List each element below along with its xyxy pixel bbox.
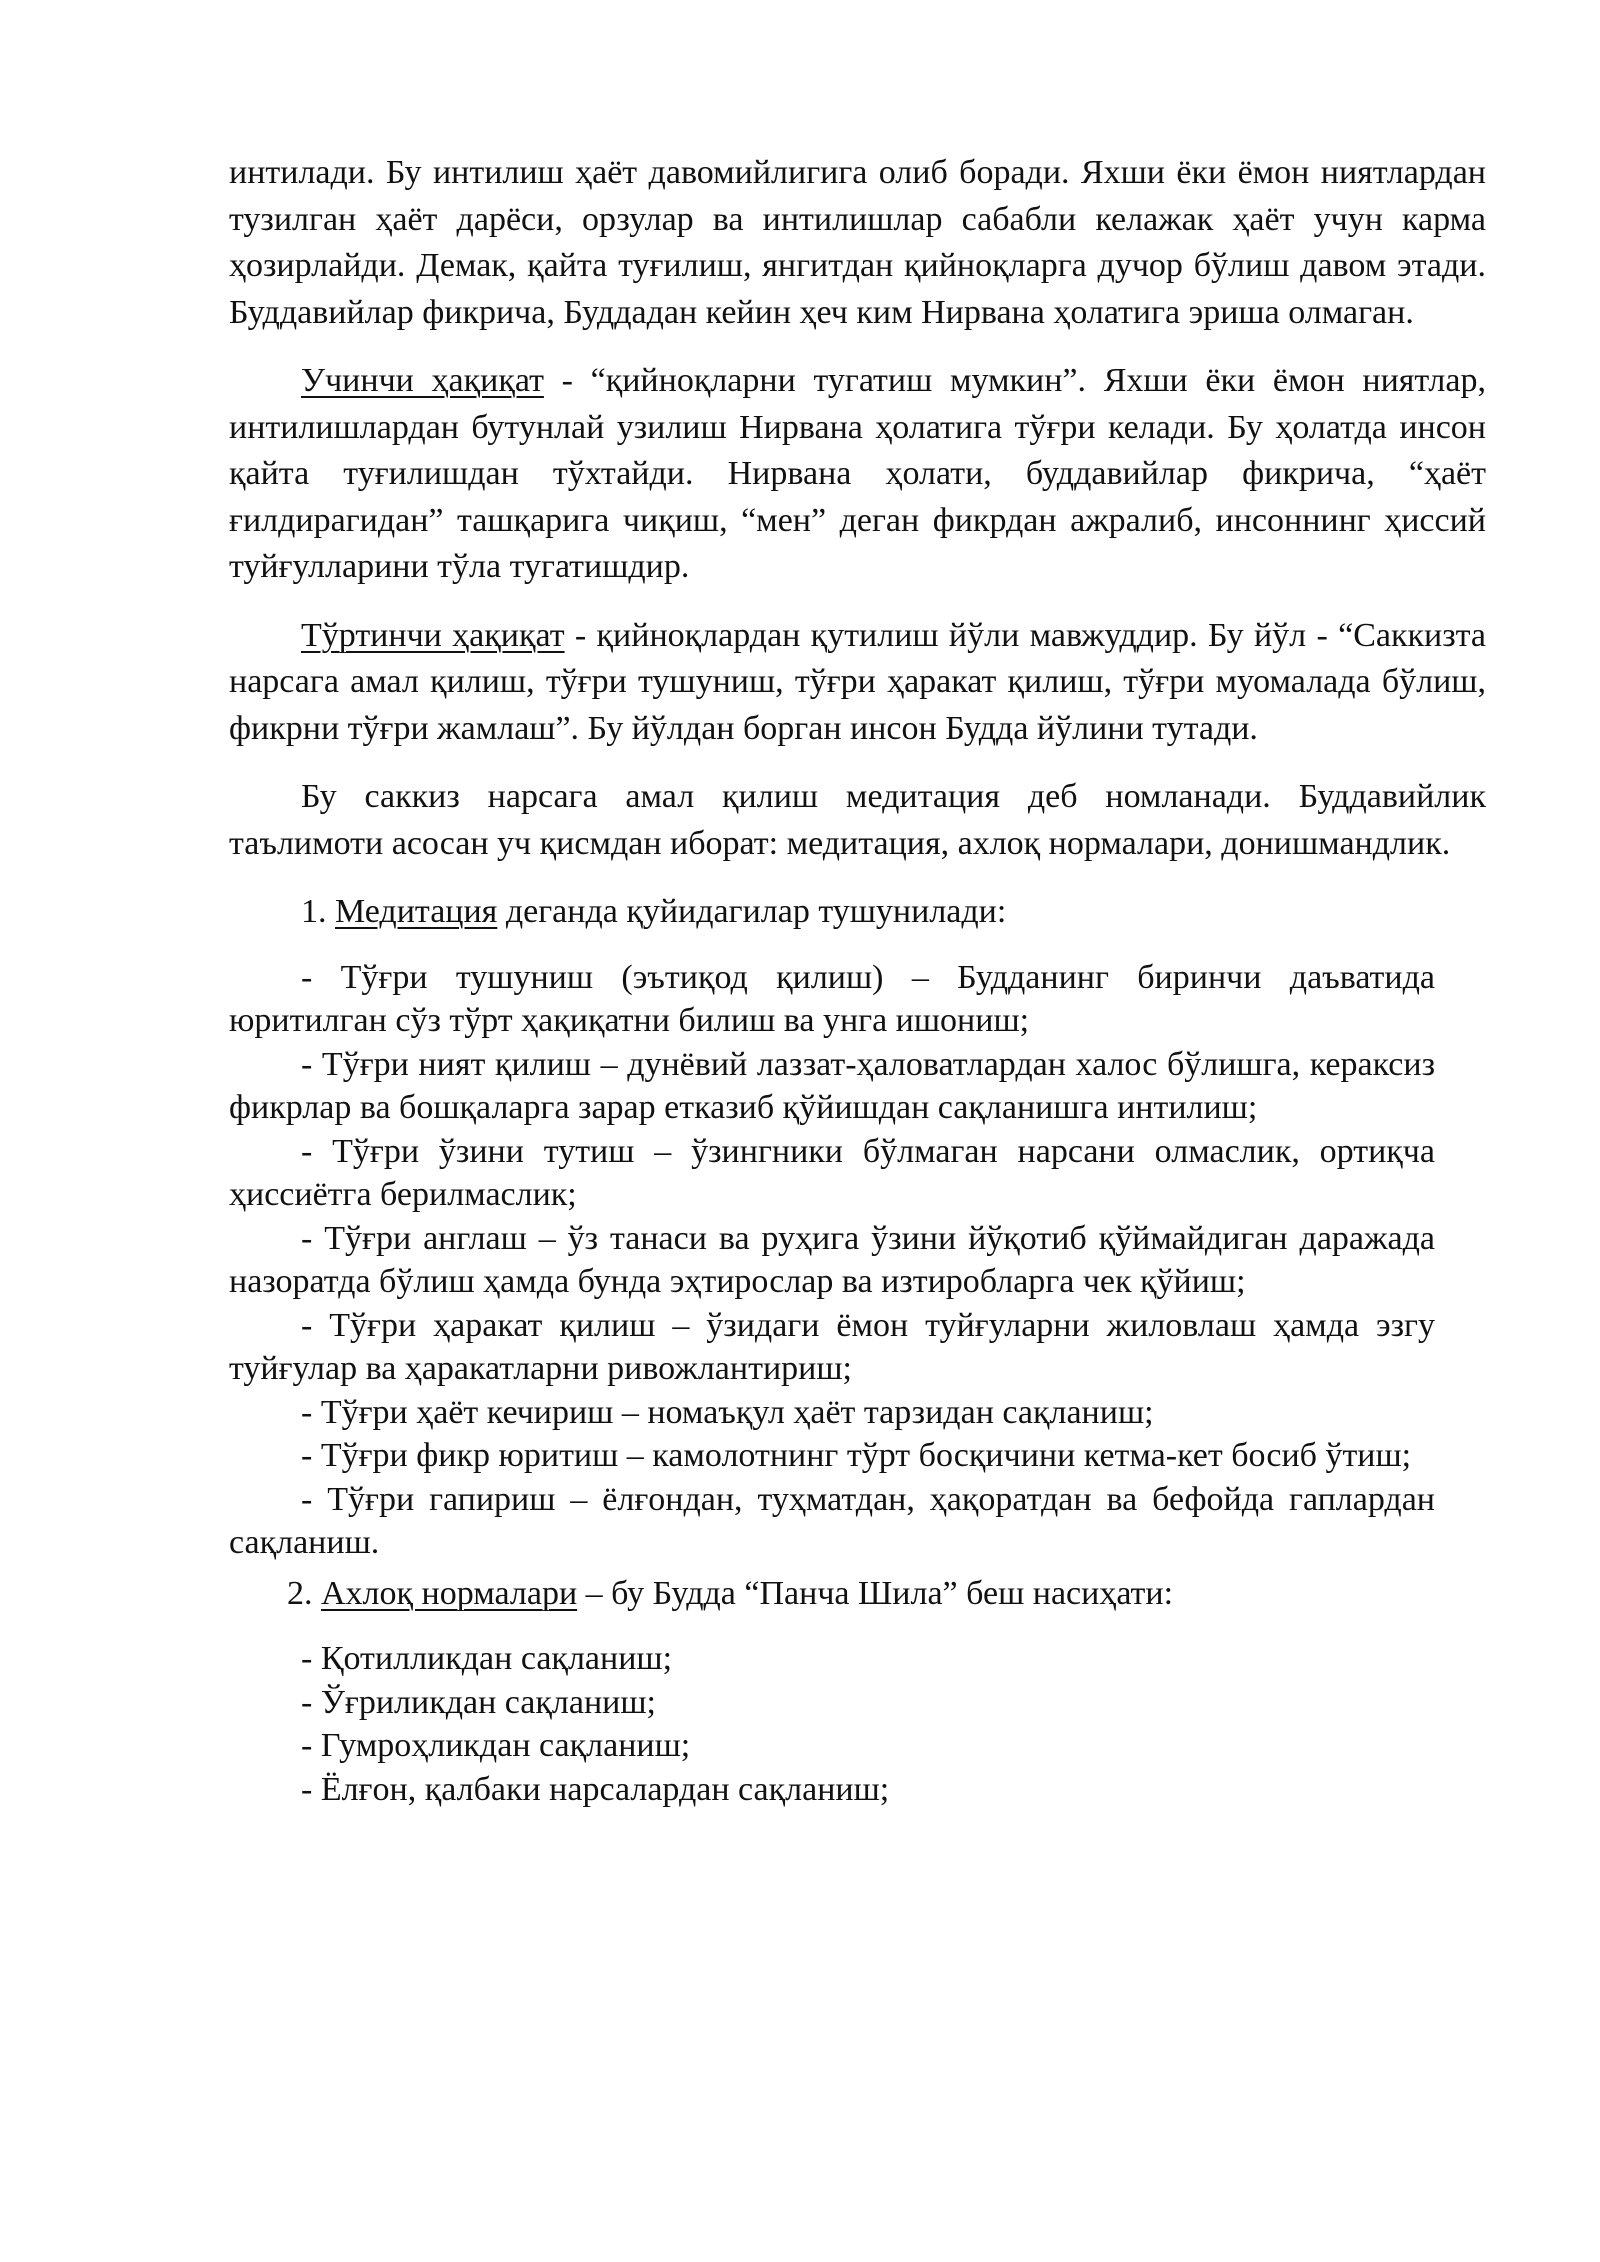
section-2-list: [229, 1637, 1486, 1811]
section-2-term: Ахлоқ нормалари: [321, 1574, 578, 1612]
list-item: - Тўғри англаш – ўз танаси ва руҳига ўзини йўқотиб қўймайдиган даражада назоратда бўлиш ҳамда бунда эҳтирослар ва изтиробларга чек қўйиш;: [229, 1219, 1435, 1300]
list-item: - Тўғри тушуниш (эътиқод қилиш) – Будданинг биринчи даъватида юритилган сўз тўрт ҳақиқатни билиш ва унга ишониш;: [229, 958, 1435, 1039]
section-1-term: Медитация: [335, 893, 498, 930]
list-item: - Қотилликдан сақланиш;: [301, 1640, 673, 1677]
section-1-heading: [229, 889, 1486, 936]
paragraph-fourth-truth: [229, 613, 1486, 753]
section-1-number: 1.: [301, 893, 335, 930]
section-2-number: 2.: [287, 1574, 321, 1612]
fourth-truth-text: - қийноқлардан қутилиш йўли мавжуддир. Бу йўл - “Саккизта нарсага амал қилиш, тўғри тушуниш, тўғри ҳаракат қилиш, тўғри муомалада бўлиш, фикрни тўғри жамлаш”. Бу йўлдан борган инсон Будда йўлини тутади.: [229, 616, 1486, 747]
section-2-text: – бу Будда “Панча Шила” беш насиҳати:: [577, 1574, 1174, 1612]
third-truth-term: Учинчи ҳақиқат: [301, 362, 544, 399]
section-1-text: деганда қуйидагилар тушунилади:: [497, 893, 1007, 930]
list-item: - Тўғри фикр юритиш – камолотнинг тўрт босқичини кетма-кет босиб ўтиш;: [301, 1437, 1412, 1474]
list-item: - Тўғри ҳаёт кечириш – номаъқул ҳаёт тарзидан сақланиш;: [301, 1393, 1154, 1431]
list-item: - Ўғриликдан сақланиш;: [301, 1683, 656, 1721]
fourth-truth-term: Тўртинчи ҳақиқат: [301, 616, 565, 654]
list-item: - Тўғри ўзини тутиш – ўзингники бўлмаган нарсани олмаслик, ортиқча ҳиссиётга берилмаслик;: [229, 1132, 1435, 1213]
list-item: - Тўғри ният қилиш – дунёвий лаззат-ҳаловатлардан халос бўлишга, кераксиз фикрлар ва бошқаларга зарар етказиб қўйишдан сақланишга интилиш;: [229, 1045, 1435, 1126]
third-truth-text: - “қийноқларни тугатиш мумкин”. Яхши ёки ёмон ниятлар, интилишлардан бутунлай узилиш Нирвана ҳолатига тўғри келади. Бу ҳолатда инсон қайта туғилишдан тўхтайди. Нирвана ҳолати, буддавийлар фикрича, “ҳаёт ғилдирагидан” ташқарига чиқиш, “мен” деган фикрдан ажралиб, инсоннинг ҳиссий туйғулларини тўла тугатишдир.: [229, 362, 1486, 585]
paragraph-1: интилади. Бу интилиш ҳаёт давомийлигига олиб боради. Яхши ёки ёмон ниятлардан тузилган ҳаёт дарёси, орзулар ва интилишлар сабабли келажак ҳаёт учун карма ҳозирлайди. Демак, қайта туғилиш, янгитдан қийноқларга дучор бўлиш давом этади. Буддавийлар фикрича, Буддадан кейин ҳеч ким Нирвана ҳолатига эриша олмаган.: [229, 154, 1486, 331]
list-item: - Тўғри ҳаракат қилиш – ўзидаги ёмон туйғуларни жиловлаш ҳамда эзгу туйғулар ва ҳаракатларни ривожлантириш;: [229, 1306, 1435, 1387]
section-1-list: [229, 956, 1435, 1565]
section-2-heading: [229, 1571, 1486, 1618]
paragraph-meditation-intro: Бу саккиз нарсага амал қилиш медитация деб номланади. Буддавийлик таълимоти асосан уч қисмдан иборат: медитация, ахлоқ нормалари, донишмандлик.: [229, 778, 1486, 862]
list-item: - Ёлғон, қалбаки нарсалардан сақланиш;: [301, 1770, 890, 1808]
list-item: - Тўғри гапириш – ёлғондан, туҳматдан, ҳақоратдан ва бефойда гаплардан сақланиш.: [229, 1480, 1435, 1561]
list-item: - Гумроҳликдан сақланиш;: [301, 1727, 691, 1764]
paragraph-third-truth: [229, 358, 1486, 591]
